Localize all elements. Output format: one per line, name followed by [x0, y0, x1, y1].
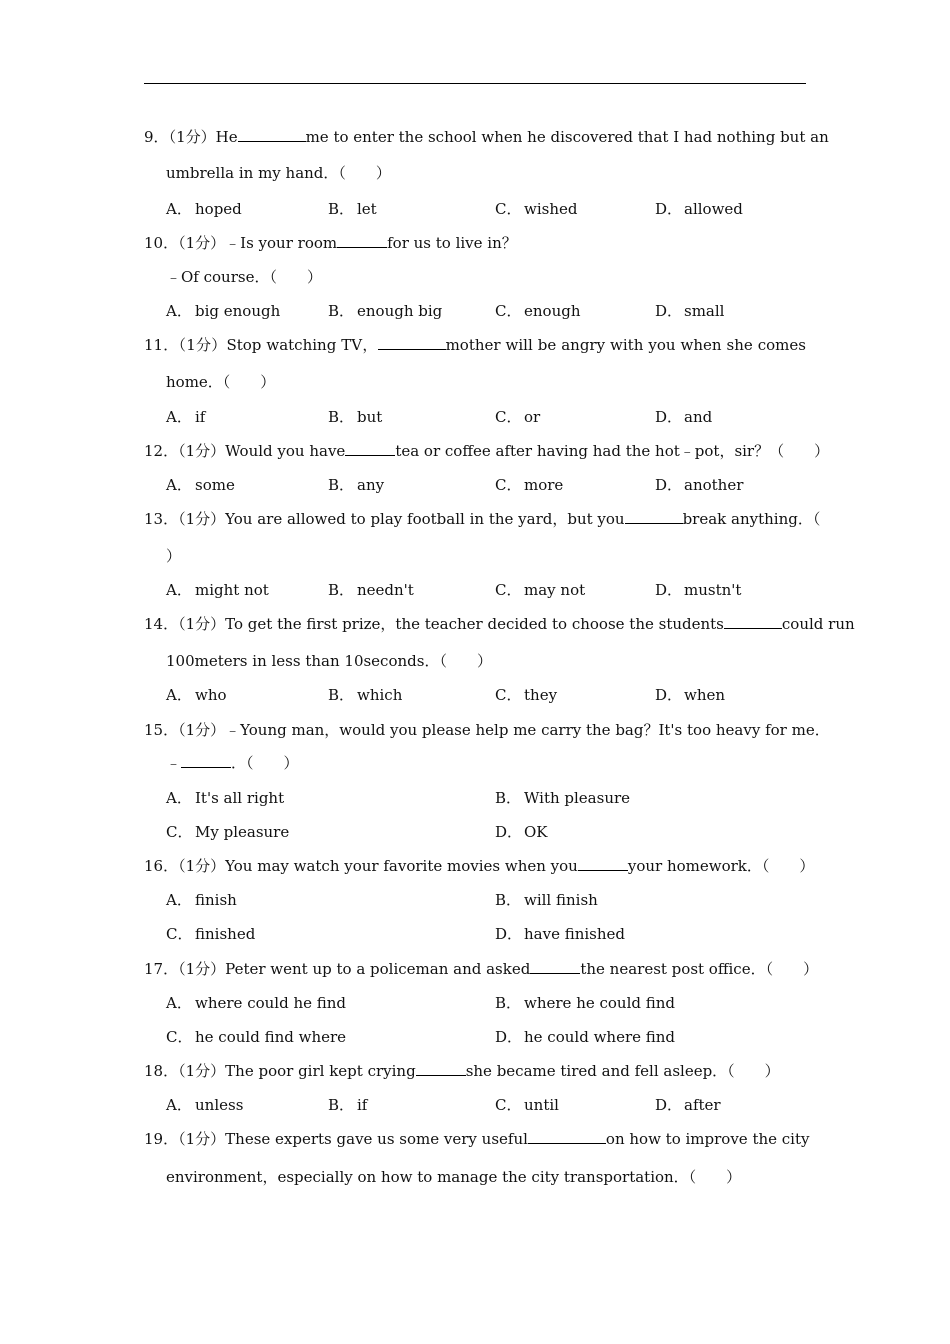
question-11: 11．（1分）Stop watching TV， mother will be angry with you when she comes [144, 336, 806, 354]
answer-blank [345, 441, 395, 456]
question-13: 13．（1分）You are allowed to play football in the yard，but you break anything．（ [144, 510, 821, 528]
answer-blank [337, 233, 387, 248]
option-a[interactable]: A． unless [166, 1096, 244, 1114]
question-19-cont: environment，especially on how to manage the city transportation．（ ） [166, 1168, 742, 1186]
answer-blank [378, 335, 446, 350]
option-a[interactable]: A． hoped [166, 200, 242, 218]
option-d[interactable]: D． small [655, 302, 725, 320]
question-14-cont: 100meters in less than 10seconds．（ ） [166, 652, 492, 670]
option-b[interactable]: B． any [328, 476, 385, 494]
option-d[interactable]: D． when [655, 686, 726, 704]
header-rule [144, 83, 806, 84]
option-a[interactable]: A． who [166, 686, 227, 704]
question-13-cont: ） [166, 547, 182, 565]
option-b[interactable]: B． where he could find [495, 994, 676, 1012]
answer-blank [181, 753, 231, 768]
option-b[interactable]: B． needn't [328, 581, 414, 599]
option-c[interactable]: C． or [495, 408, 541, 426]
answer-blank [724, 614, 782, 629]
question-11-cont: home．（ ） [166, 373, 276, 391]
answer-blank [578, 856, 628, 871]
option-c[interactable]: C． wished [495, 200, 578, 218]
question-9: 9．（1分）He me to enter the school when he discovered that I had nothing but an [144, 128, 829, 146]
option-b[interactable]: B． which [328, 686, 403, 704]
option-a[interactable]: A． finish [166, 891, 237, 909]
option-d[interactable]: D． another [655, 476, 744, 494]
question-10-cont: ﹣Of course．（ ） [166, 268, 322, 286]
answer-blank [528, 1129, 606, 1144]
option-a[interactable]: A． some [166, 476, 235, 494]
question-9-cont: umbrella in my hand．（ ） [166, 164, 391, 182]
option-a[interactable]: A． big enough [166, 302, 281, 320]
answer-blank [238, 127, 306, 142]
option-d[interactable]: D． mustn't [655, 581, 742, 599]
option-c[interactable]: C． finished [166, 925, 256, 943]
option-a[interactable]: A． where could he find [166, 994, 347, 1012]
answer-blank [625, 509, 683, 524]
option-a[interactable]: A． might not [166, 581, 269, 599]
question-18: 18．（1分）The poor girl kept crying she became tired and fell asleep．（ ） [144, 1062, 780, 1080]
option-b[interactable]: B． but [328, 408, 383, 426]
option-a[interactable]: A． if [166, 408, 206, 426]
option-d[interactable]: D． allowed [655, 200, 743, 218]
option-b[interactable]: B． if [328, 1096, 368, 1114]
option-b[interactable]: B． let [328, 200, 377, 218]
question-19: 19．（1分）These experts gave us some very useful on how to improve the city [144, 1130, 810, 1148]
option-b[interactable]: B． With pleasure [495, 789, 631, 807]
option-c[interactable]: C． more [495, 476, 564, 494]
option-d[interactable]: D． have finished [495, 925, 626, 943]
option-c[interactable]: C． he could find where [166, 1028, 347, 1046]
question-10: 10．（1分）﹣Is your room for us to live in？ [144, 234, 517, 252]
question-12: 12．（1分）Would you have tea or coffee after having had the hot﹣pot，sir？（ ） [144, 442, 830, 460]
option-c[interactable]: C． they [495, 686, 558, 704]
answer-blank [416, 1061, 466, 1076]
question-15-cont: ﹣ ．（ ） [166, 754, 299, 772]
option-c[interactable]: C． may not [495, 581, 586, 599]
question-16: 16．（1分）You may watch your favorite movies when you your homework．（ ） [144, 857, 815, 875]
question-14: 14．（1分）To get the first prize，the teacher decided to choose the students could run [144, 615, 855, 633]
option-c[interactable]: C． until [495, 1096, 559, 1114]
answer-blank [530, 959, 580, 974]
option-b[interactable]: B． will finish [495, 891, 598, 909]
option-d[interactable]: D． and [655, 408, 713, 426]
question-15: 15．（1分）﹣Young man，would you please help me carry the bag？It's too heavy for me． [144, 721, 830, 739]
option-a[interactable]: A． It's all right [166, 789, 285, 807]
option-d[interactable]: D． OK [495, 823, 548, 841]
option-d[interactable]: D． he could where find [495, 1028, 676, 1046]
question-17: 17．（1分）Peter went up to a policeman and asked the nearest post office．（ ） [144, 960, 819, 978]
option-d[interactable]: D． after [655, 1096, 721, 1114]
option-c[interactable]: C． My pleasure [166, 823, 290, 841]
option-b[interactable]: B． enough big [328, 302, 443, 320]
option-c[interactable]: C． enough [495, 302, 581, 320]
